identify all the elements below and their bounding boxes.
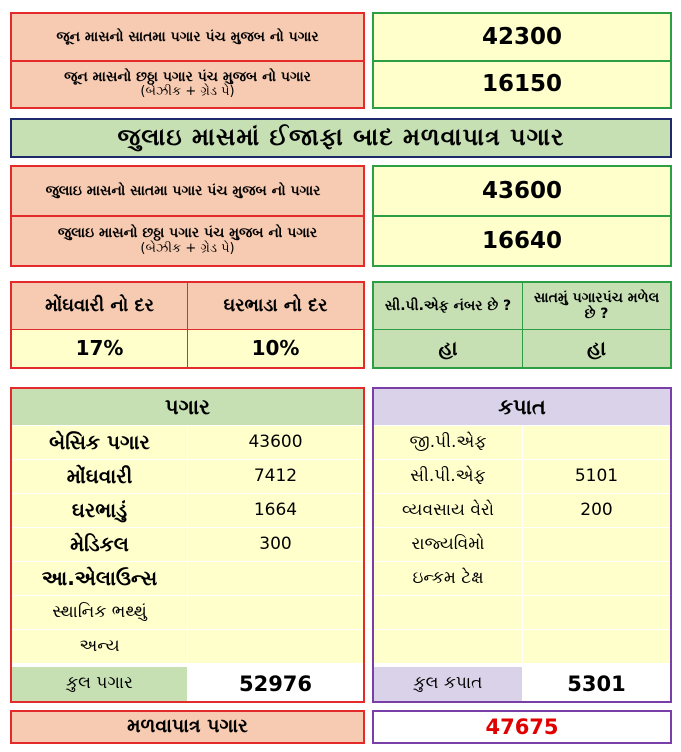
deductions-total-label: કુલ કપાત [374,667,522,701]
deduction-row-label [374,596,522,629]
june-seventh-value: 42300 [481,23,563,50]
deduction-row-value[interactable] [523,426,670,459]
salary-row-label: આ.એલાઉન્સ [12,562,187,595]
deduction-row-value[interactable] [523,528,670,561]
july-seventh-value: 43600 [481,177,563,204]
cpf-answer[interactable]: હા [374,330,522,367]
da-rate-label: મોંઘવારી નો દર [12,283,187,329]
rates-box [10,281,365,369]
seventh-pay-answer[interactable]: હા [523,330,670,367]
page-title: જુલાઇ માસમાં ઈજાફા બાદ મળવાપાત્ર પગાર [10,118,672,158]
salary-total-value: 52976 [188,667,363,701]
deduction-row-value[interactable]: 5101 [523,460,670,493]
salary-row-label: અન્ય [12,630,187,663]
da-rate-value: 17% [12,330,187,367]
june-labels-box [10,12,365,109]
july-sixth-label-line1: જુલાઇ માસનો છઠ્ઠા પગાર પંચ મુજબ નો પગાર [57,225,318,242]
salary-row-value[interactable] [188,562,363,595]
deduction-row-value[interactable] [523,562,670,595]
july-sixth-label-line2: (બેઝીક + ગ્રેડ પે) [140,240,235,256]
june-sixth-label [12,62,363,107]
deduction-row-label: જી.પી.એફ [374,426,522,459]
july-sixth-value: 16640 [481,227,563,254]
salary-row-value[interactable] [188,630,363,663]
salary-row-value[interactable]: 300 [188,528,363,561]
june-values-box [372,12,672,109]
salary-row-value[interactable]: 1664 [188,494,363,527]
questions-hdivider [374,329,670,330]
salary-row-label: મોંઘવારી [12,460,187,493]
july-labels-box [10,165,365,267]
hra-rate-value: 10% [188,330,363,367]
salary-row-value[interactable]: 7412 [188,460,363,493]
deductions-table [372,387,672,703]
hra-rate-label: ઘરભાડા નો દર [188,283,363,329]
salary-table [10,387,365,703]
questions-vdivider [522,283,523,367]
june-sixth-label-line1: જૂન માસનો છઠ્ઠા પગાર પંચ મુજબ નો પગાર [64,68,311,85]
salary-row-label: ઘરભાડું [12,494,187,527]
deduction-row-label: વ્યવસાય વેરો [374,494,522,527]
net-pay-label: મળવાપાત્ર પગાર [10,710,365,744]
salary-row-value[interactable] [188,596,363,629]
june-seventh-label: જૂન માસનો સાતમા પગાર પંચ મુજબ નો પગાર [56,28,319,45]
deduction-row-value[interactable] [523,596,670,629]
july-seventh-label: જુલાઇ માસનો સાતમા પગાર પંચ મુજબ નો પગાર [45,182,321,199]
deductions-total-value: 5301 [523,667,670,701]
salary-row-label: બેસિક પગાર [12,426,187,459]
salary-total-label: કુલ પગાર [12,667,187,701]
salary-header: પગાર [12,389,363,425]
questions-box [372,281,672,369]
deduction-row-label: રાજ્યવિમો [374,528,522,561]
june-sixth-value: 16150 [481,71,563,98]
salary-row-label: મેડિકલ [12,528,187,561]
deductions-header: કપાત [374,389,670,425]
june-sixth-label-line2: (બેઝીક + ગ્રેડ પે) [140,84,235,100]
rates-vdivider [187,283,188,367]
net-pay-value: 47675 [372,710,672,744]
deduction-row-value[interactable] [523,630,670,663]
cpf-question-label: સી.પી.એફ નંબર છે ? [374,283,522,329]
july-sixth-label [12,217,363,265]
deduction-row-label: સી.પી.એફ [374,460,522,493]
deduction-row-value[interactable]: 200 [523,494,670,527]
salary-row-label: સ્થાનિક ભથ્થું [12,596,187,629]
deduction-row-label: ઇન્કમ ટેક્ષ [374,562,522,595]
rates-hdivider [12,329,363,330]
seventh-pay-question-label: સાતમું પગારપંચ મળેલ છે ? [523,283,670,329]
july-values-box [372,165,672,267]
salary-row-value[interactable]: 43600 [188,426,363,459]
deduction-row-label [374,630,522,663]
